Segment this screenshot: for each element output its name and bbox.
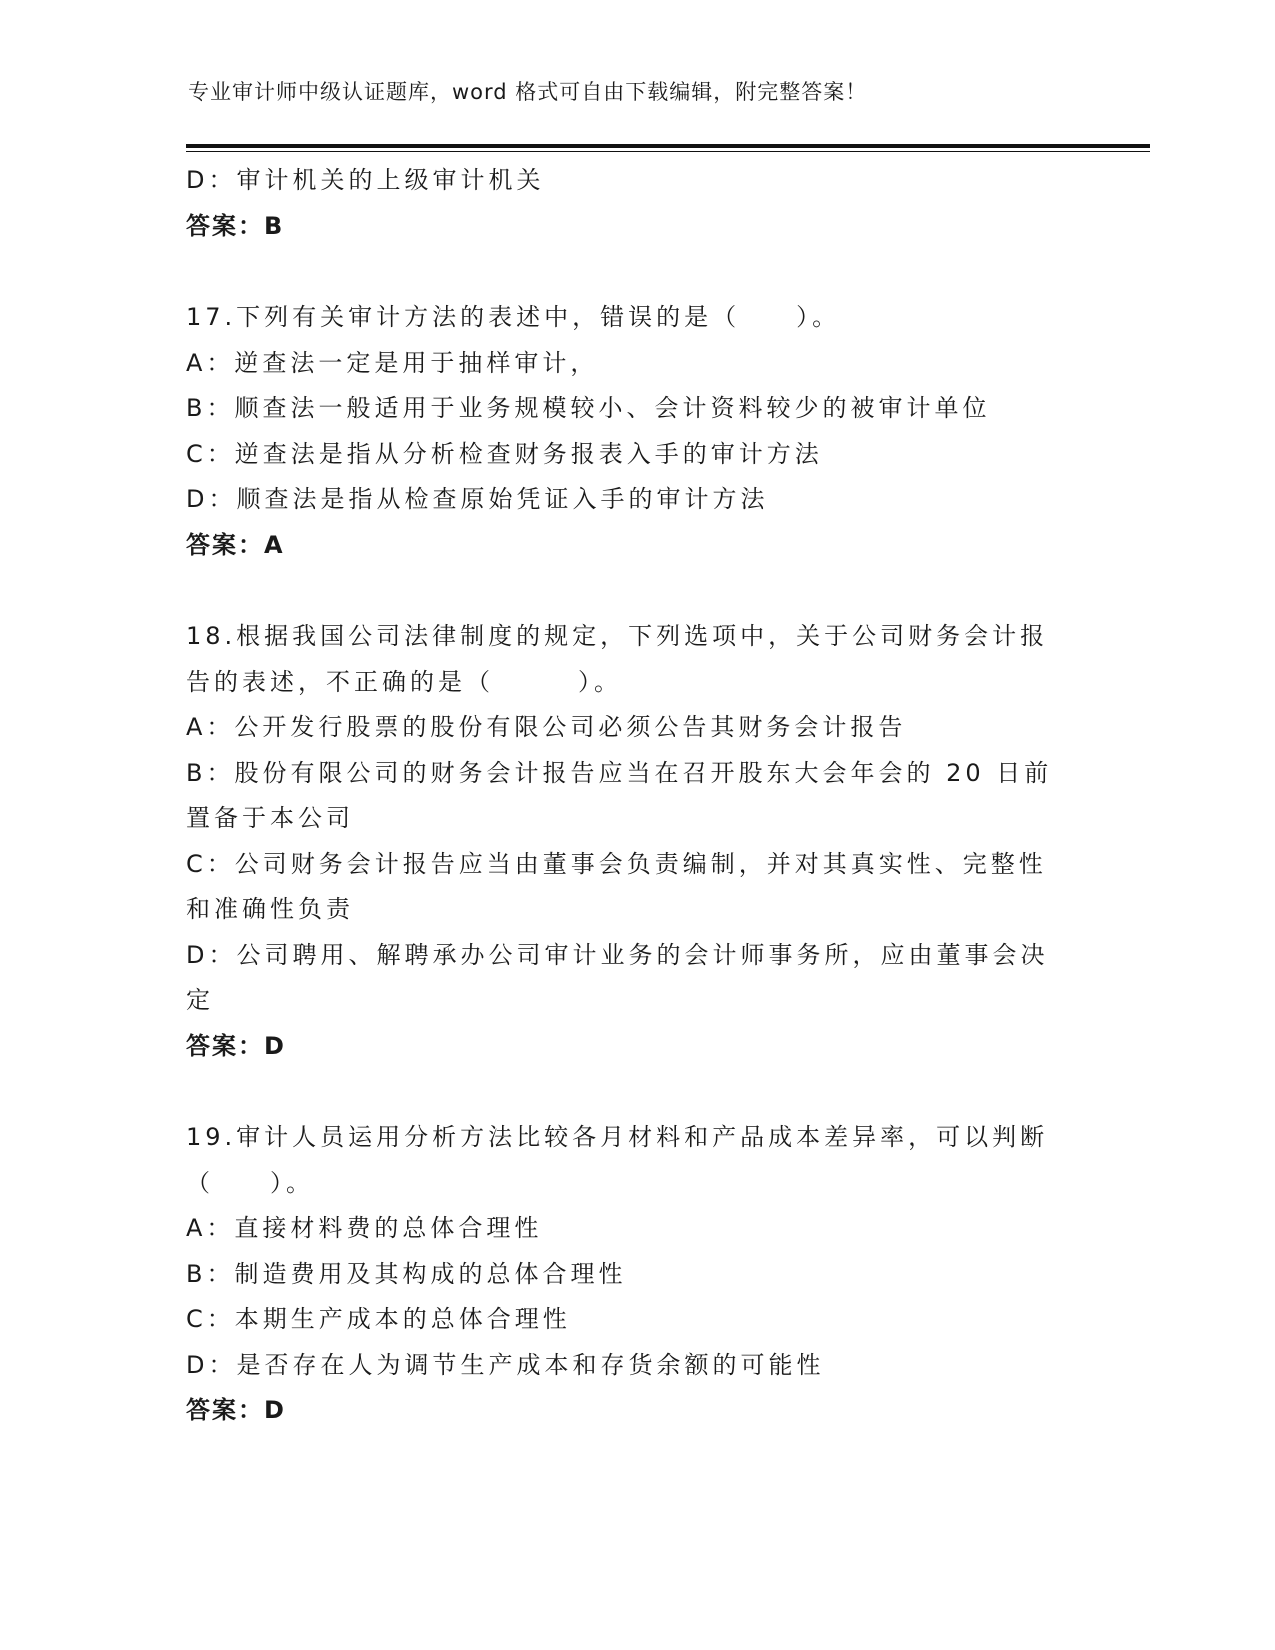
question-16 — [186, 158, 1086, 249]
option-d: D：公司聘用、解聘承办公司审计业务的会计师事务所，应由董事会决 — [186, 940, 1049, 969]
page-header: 专业审计师中级认证题库，word 格式可自由下载编辑，附完整答案！ — [188, 80, 868, 104]
option-b: B：制造费用及其构成的总体合理性 — [186, 1259, 627, 1288]
option-a: A：公开发行股票的股份有限公司必须公告其财务会计报告 — [186, 713, 907, 741]
answer: 答案：D — [186, 1396, 286, 1424]
option-b-cont: 置备于本公司 — [186, 804, 354, 832]
option-d: D：审计机关的上级审计机关 — [186, 166, 545, 194]
question-list — [186, 158, 1086, 1434]
option-d: D：是否存在人为调节生产成本和存货余额的可能性 — [186, 1350, 825, 1379]
option-b: B：股份有限公司的财务会计报告应当在召开股东大会年会的 20 日前 — [186, 758, 1053, 787]
option-c-cont: 和准确性负责 — [186, 895, 354, 923]
answer: 答案：A — [186, 530, 285, 559]
option-c: C：本期生产成本的总体合理性 — [186, 1305, 571, 1333]
question-stem-cont: 告的表述，不正确的是（ ）。 — [186, 667, 622, 696]
question-17 — [186, 295, 1086, 568]
option-a: A：逆查法一定是用于抽样审计， — [186, 348, 599, 377]
header-rule-thick — [186, 144, 1150, 148]
option-d: D：顺查法是指从检查原始凭证入手的审计方法 — [186, 485, 769, 513]
option-c: C：公司财务会计报告应当由董事会负责编制，并对其真实性、完整性 — [186, 849, 1047, 878]
question-stem-cont: （ ）。 — [186, 1168, 314, 1197]
question-19 — [186, 1115, 1086, 1434]
question-18 — [186, 614, 1086, 1069]
question-stem: 19.审计人员运用分析方法比较各月材料和产品成本差异率，可以判断 — [186, 1123, 1049, 1151]
option-b: B：顺查法一般适用于业务规模较小、会计资料较少的被审计单位 — [186, 394, 991, 422]
question-stem: 17.下列有关审计方法的表述中，错误的是（ ）。 — [186, 303, 841, 331]
question-stem: 18.根据我国公司法律制度的规定，下列选项中，关于公司财务会计报 — [186, 622, 1049, 650]
option-d-cont: 定 — [186, 986, 214, 1014]
option-a: A：直接材料费的总体合理性 — [186, 1214, 543, 1242]
answer: 答案：B — [186, 211, 285, 240]
answer: 答案：D — [186, 1031, 286, 1060]
header-rule-thin — [186, 151, 1150, 152]
option-c: C：逆查法是指从分析检查财务报表入手的审计方法 — [186, 439, 823, 468]
